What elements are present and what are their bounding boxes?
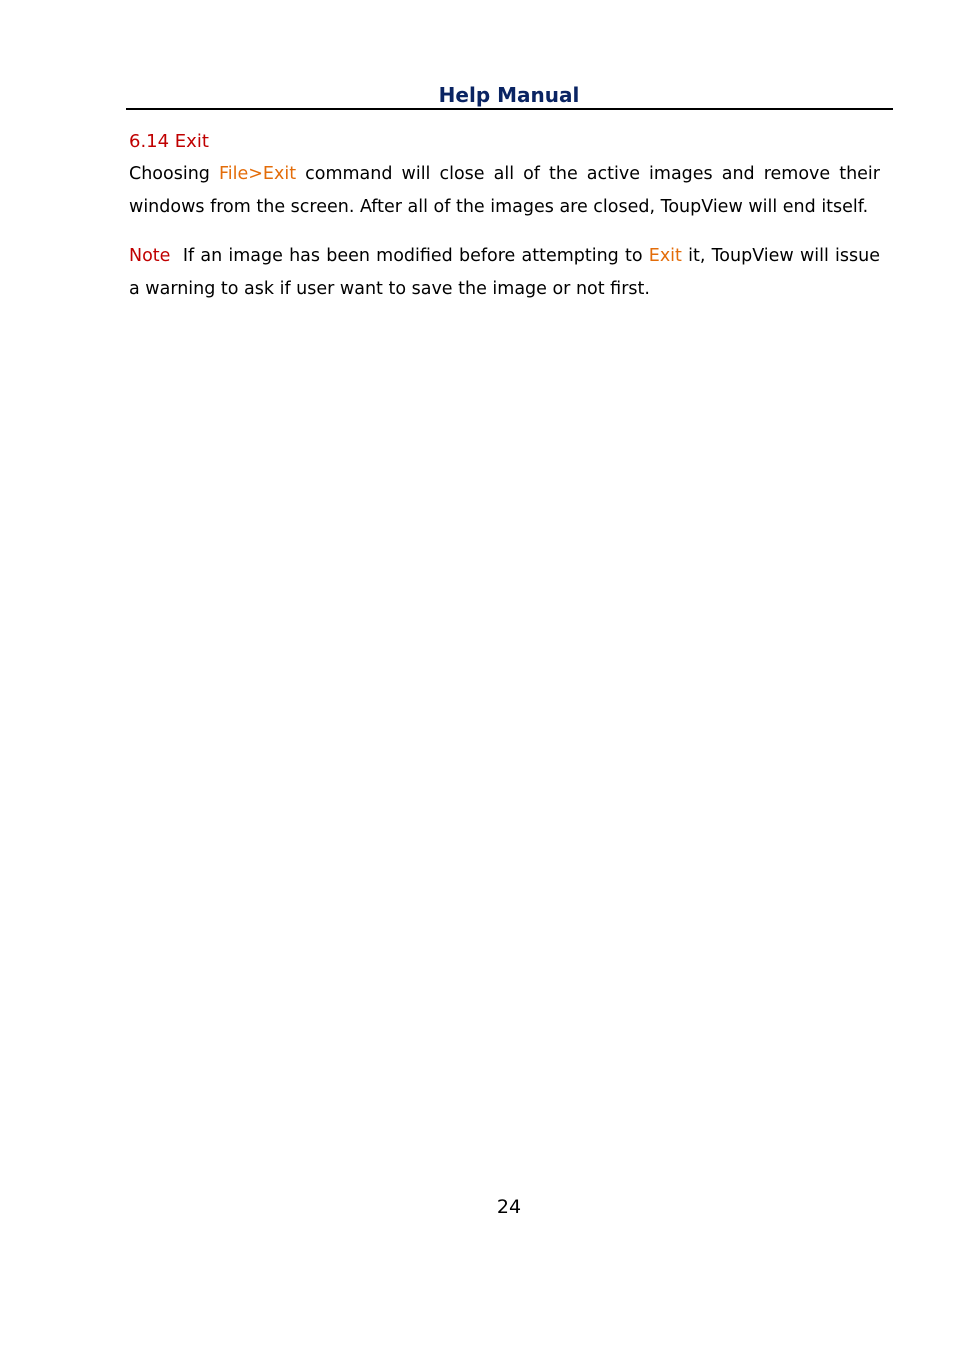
command-file-exit: File>Exit: [218, 164, 297, 184]
paragraph-rest: command will close all of the active images and remove their windows from the screen. After all of the images are closed, ToupView will end itself.: [129, 164, 880, 217]
note-text-a: If an image has been modified before attempting to: [170, 246, 649, 266]
header-divider: [126, 108, 893, 110]
note-exit-word: Exit: [648, 246, 682, 266]
page-number: 24: [496, 1196, 522, 1218]
paragraph-exit-description: [129, 158, 880, 224]
note-label: Note: [129, 246, 171, 266]
section-heading: 6.14 Exit: [129, 131, 209, 152]
page-header-title: Help Manual: [438, 83, 580, 107]
paragraph-note: [129, 240, 880, 306]
note-text-b: it, ToupView will issue a warning to ask if user want to save the image or not first.: [129, 246, 880, 299]
paragraph-lead: Choosing: [129, 164, 219, 184]
